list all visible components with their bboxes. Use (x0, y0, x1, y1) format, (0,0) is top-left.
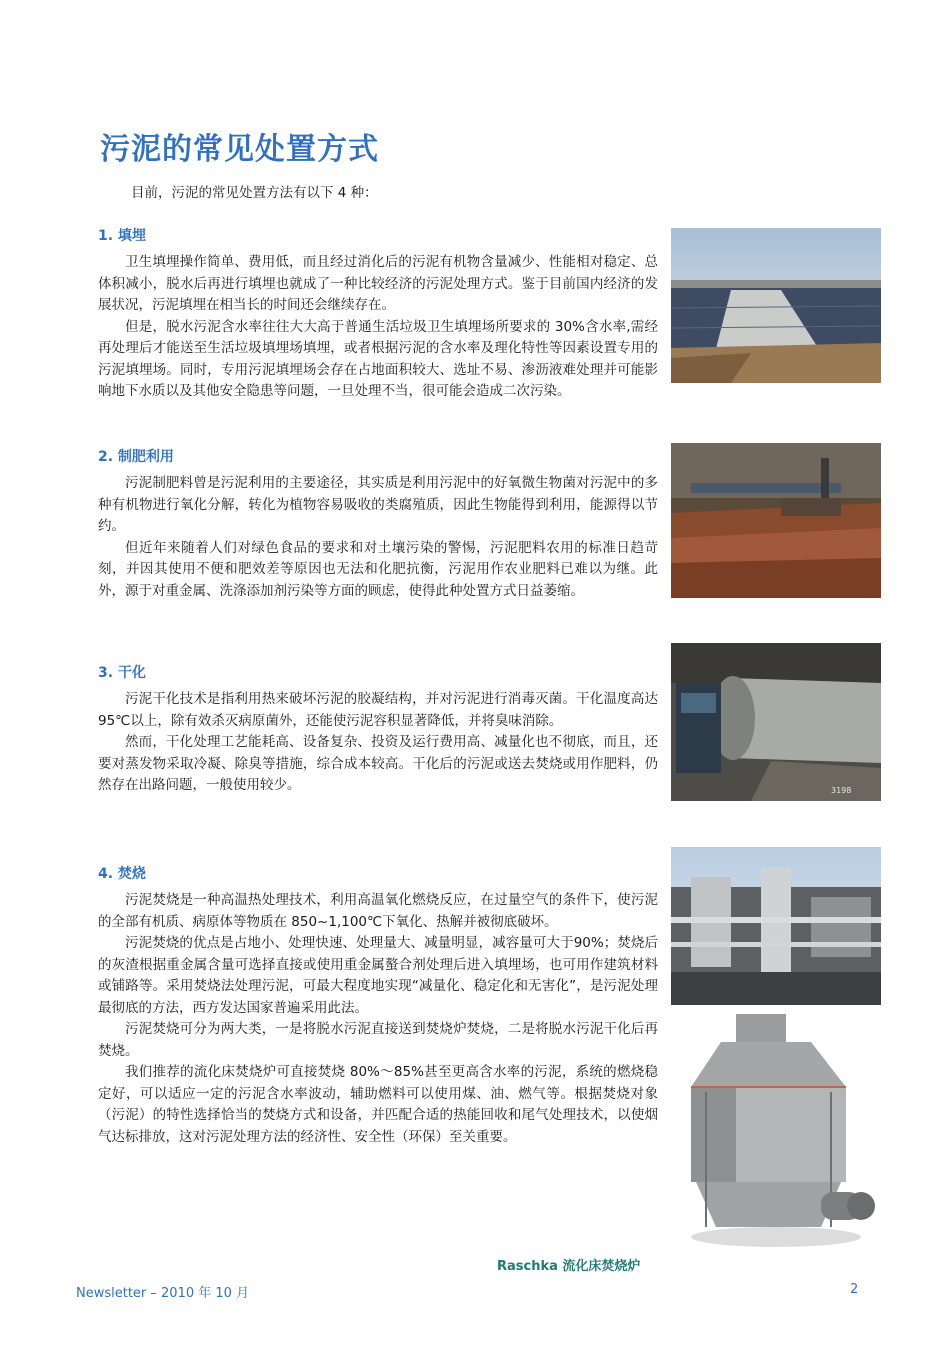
photo-watermark: 3198 (831, 786, 852, 795)
photo-caption: Raschka 流化床焚烧炉 (497, 1259, 641, 1274)
section-body-fertilizer (98, 473, 658, 602)
paragraph: 污泥焚烧的优点是占地小、处理快速、处理量大、减量明显，减容量可大于90%；焚烧后的灰渣根据重金属含量可选择直接或使用重金属螯合剂处理后进入填埋场，也可用作建筑材料或铺路等。采用焚烧法处理污泥，可最大程度地实现“减量化、稳定化和无害化”，是污泥处理最彻底的方法，西方发达国家普遍采用此法。 (98, 935, 658, 1016)
section-heading-landfill: 1. 填埋 (98, 228, 146, 244)
section-heading-fertilizer: 2. 制肥利用 (98, 449, 174, 465)
incineration-plant-photo (671, 847, 881, 1005)
paragraph: 然而，干化处理工艺能耗高、设备复杂、投资及运行费用高、减量化也不彻底，而且，还要对蒸发物采取冷凝、除臭等措施，综合成本较高。干化后的污泥或送去焚烧或用作肥料，仍然存在出路问题，一般使用较少。 (98, 734, 658, 793)
page-title: 污泥的常见处置方式 (100, 132, 379, 167)
fluidized-bed-incinerator-image (671, 1012, 881, 1252)
section-heading-drying: 3. 干化 (98, 665, 146, 681)
section-body-drying (98, 689, 658, 797)
landfill-photo (671, 228, 881, 383)
paragraph: 污泥焚烧是一种高温热处理技术，利用高温氧化燃烧反应，在过量空气的条件下，使污泥的全部有机质、病原体等物质在 850~1,100℃下氧化、热解并被彻底破坏。 (98, 892, 658, 930)
paragraph: 污泥焚烧可分为两大类，一是将脱水污泥直接送到焚烧炉焚烧，二是将脱水污泥干化后再焚烧。 (98, 1021, 658, 1059)
intro-text: 目前，污泥的常见处置方法有以下 4 种： (131, 185, 378, 201)
page-number: 2 (850, 1282, 859, 1297)
paragraph: 但是，脱水污泥含水率往往大大高于普通生活垃圾卫生填埋场所要求的 30%含水率,需经再处理后才能送至生活垃圾填埋场填埋，或者根据污泥的含水率及理化特性等因素设置专用的污泥填埋场。同时，专用污泥填埋场会存在占地面积较大、选址不易、渗沥液难处理并可能影响地下水质以及其他安全隐患等问题，一旦处理不当，很可能会造成二次污染。 (98, 318, 658, 399)
paragraph: 但近年来随着人们对绿色食品的要求和对土壤污染的警惕，污泥肥料农用的标准日趋苛刻，并因其使用不便和肥效差等原因也无法和化肥抗衡，污泥用作农业肥料已难以为继。此外，源于对重金属、洗涤添加剂污染等方面的顾虑，使得此种处置方式日益萎缩。 (98, 539, 658, 599)
compost-photo (671, 443, 881, 598)
section-heading-incineration: 4. 焚烧 (98, 866, 146, 882)
paragraph: 污泥制肥料曾是污泥利用的主要途径，其实质是利用污泥中的好氧微生物菌对污泥中的多种有机物进行氧化分解，转化为植物容易吸收的类腐殖质，因此生物能得到利用，能源得以节约。 (98, 475, 658, 534)
paragraph: 我们推荐的流化床焚烧炉可直接焚烧 80%～85%甚至更高含水率的污泥，系统的燃烧稳定好，可以适应一定的污泥含水率波动，辅助燃料可以使用煤、油、燃气等。根据焚烧对象（污泥）的特性选择恰当的焚烧方式和设备，并匹配合适的热能回收和尾气处理技术，以使烟气达标排放，这对污泥处理方法的经济性、安全性（环保）至关重要。 (98, 1064, 658, 1145)
dryer-photo (671, 643, 881, 801)
section-body-incineration (98, 890, 658, 1148)
paragraph: 污泥干化技术是指利用热来破坏污泥的胶凝结构，并对污泥进行消毒灭菌。干化温度高达 95℃以上，除有效杀灭病原菌外，还能使污泥容积显著降低，并将臭味消除。 (98, 691, 658, 729)
paragraph: 卫生填埋操作简单、费用低，而且经过消化后的污泥有机物含量减少、性能相对稳定、总体积减小，脱水后再进行填埋也就成了一种比较经济的污泥处理方式。鉴于目前国内经济的发展状况，污泥填埋在相当长的时间还会继续存在。 (98, 254, 658, 313)
section-body-landfill (98, 252, 658, 403)
footer-newsletter-date: Newsletter – 2010 年 10 月 (76, 1286, 250, 1301)
